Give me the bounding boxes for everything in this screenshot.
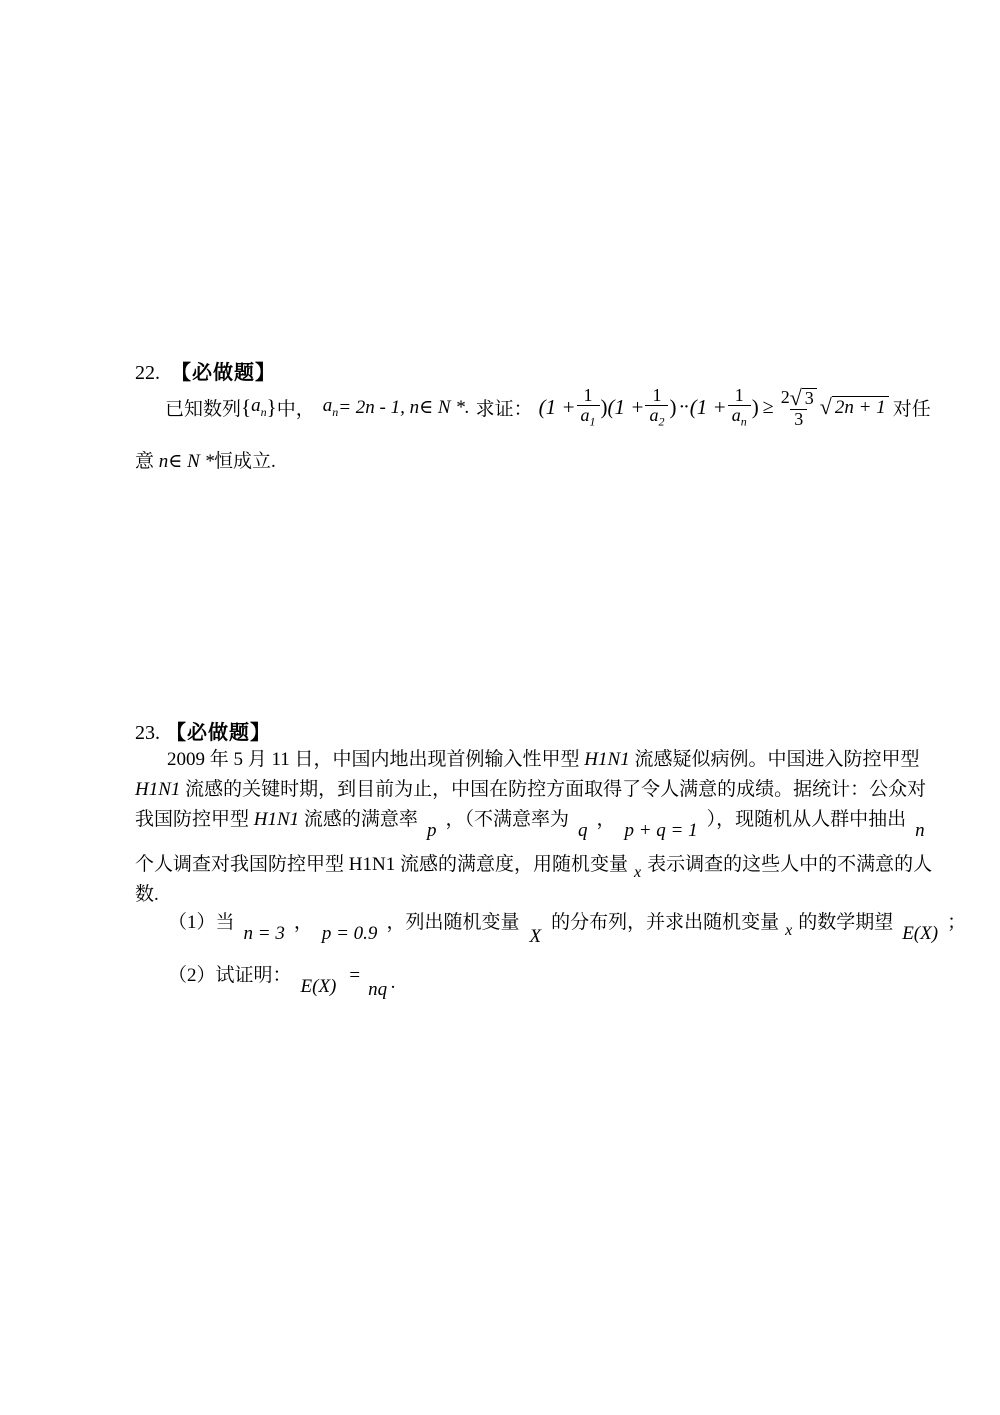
- math-x: x: [633, 864, 642, 881]
- ellipsis-dots: ··: [678, 395, 688, 418]
- radicand: 3: [802, 388, 817, 408]
- text-run: 个人调查对我国防控甲型 H1N1 流感的满意度，用随机变量: [135, 854, 628, 875]
- paragraph-line-3: [135, 804, 934, 841]
- text-run: ；: [947, 912, 967, 933]
- problem-23: [135, 716, 967, 1016]
- paragraph-line-1: [135, 744, 919, 771]
- text-run: （2）试证明：: [168, 965, 292, 986]
- text-run: 2009 年 5 月 11 日，中国内地出现首例输入性甲型: [167, 749, 585, 770]
- radical-sign: √: [789, 385, 802, 410]
- numerator: 1: [734, 385, 744, 406]
- math-X: X: [529, 926, 542, 947]
- intro-text: 已知数列: [165, 398, 242, 420]
- math-n: n: [915, 820, 925, 841]
- problem-23-tag: 【必做题】: [166, 722, 271, 744]
- paragraph-line-5: [135, 879, 159, 906]
- denominator: $a_n$: [728, 405, 751, 428]
- tail-text: 对任: [892, 398, 931, 420]
- text-run: ），现随机从人群中抽出: [706, 809, 907, 830]
- question-item-1: [135, 907, 967, 947]
- text-run: 的数学期望: [798, 912, 894, 933]
- brace-left: {: [241, 394, 252, 419]
- text-run: ，: [596, 809, 616, 830]
- problem-23-header: [135, 716, 895, 745]
- math-q: q: [577, 820, 588, 841]
- radical-sign: √: [819, 394, 832, 420]
- h1n1-italic: H1N1: [584, 749, 630, 770]
- factor3-close: ): [751, 394, 759, 419]
- period: .: [391, 972, 396, 993]
- factor1-open: (1 +: [538, 394, 576, 419]
- text-run: 流感的关键时期，到目前为止，中国在防控方面取得了令人满意的成绩。据统计：公众对: [180, 779, 927, 800]
- numerator: 1: [583, 385, 593, 406]
- text-run: ，: [293, 912, 313, 933]
- denominator: $a_1$: [577, 405, 600, 428]
- term-equation: = 2n - 1, n∈ N *.: [338, 396, 470, 418]
- text-run: 的分布列，并求出随机变量: [551, 912, 780, 933]
- text-run: 数.: [135, 884, 159, 905]
- text-run: 表示调查的这些人中的不满意的人: [647, 854, 933, 875]
- paragraph-line-4: [135, 849, 933, 881]
- h1n1-italic: H1N1: [253, 809, 300, 830]
- factor2-open: (1 +: [607, 394, 645, 419]
- text-run: （1）当: [168, 912, 235, 933]
- radicand-2n-plus-1: 2n + 1: [832, 396, 889, 419]
- fraction-1-over-a1: [577, 386, 600, 428]
- math-p: p: [426, 820, 437, 841]
- math-n-equals-3: n = 3: [243, 923, 285, 944]
- question-item-2: [135, 960, 396, 1000]
- coefficient-numerator: 2 √ 3: [779, 386, 819, 409]
- factor2-close: ): [669, 394, 677, 419]
- brace-right: }: [266, 394, 277, 419]
- text-run: 流感疑似病例。中国进入防控甲型: [629, 749, 920, 770]
- math-nq: nq: [368, 979, 388, 1000]
- text-run: ，列出随机变量: [386, 912, 520, 933]
- after-sequence-text: 中，: [276, 398, 315, 420]
- coefficient-fraction: [779, 386, 819, 429]
- problem-22-formula-line: [135, 386, 931, 429]
- prove-label: 求证：: [475, 398, 533, 420]
- text-run: 流感的满意率: [299, 809, 418, 830]
- denominator: $a_2$: [645, 405, 668, 428]
- text-run: 我国防控甲型: [135, 809, 254, 830]
- term-symbol: $a_n$: [322, 395, 339, 419]
- factor1-close: ): [600, 394, 608, 419]
- math-p-equals-0.9: p = 0.9: [321, 923, 378, 944]
- problem-22-tag: 【必做题】: [171, 362, 276, 384]
- equals-sign: =: [349, 965, 361, 986]
- paragraph-line-2: [135, 774, 926, 801]
- cont-pre: 意: [135, 451, 159, 472]
- problem-22: [135, 356, 931, 486]
- coefficient-denominator: 3: [790, 409, 807, 429]
- cont-math: n∈ N *: [158, 451, 215, 472]
- problem-22-number: 22.: [135, 362, 160, 384]
- cont-post: 恒成立.: [214, 451, 276, 472]
- math-x: x: [785, 922, 793, 939]
- factor3-open: (1 +: [689, 394, 727, 419]
- sequence-symbol: $a_n$: [251, 395, 267, 419]
- numerator: 1: [652, 385, 662, 406]
- problem-22-continuation-line: [135, 446, 276, 473]
- math-p-plus-q-equals-1: p + q = 1: [624, 820, 698, 841]
- text-run: ，（不满意率为: [445, 809, 569, 830]
- fraction-1-over-an: [728, 386, 751, 428]
- math-E-of-X: E(X): [902, 923, 939, 944]
- problem-23-number: 23.: [135, 722, 160, 744]
- greater-equal-sign: ≥: [762, 395, 774, 418]
- fraction-1-over-a2: [645, 386, 668, 428]
- problem-22-header: [135, 356, 895, 385]
- h1n1-italic: H1N1: [135, 779, 181, 800]
- math-E-of-X: E(X): [300, 976, 337, 997]
